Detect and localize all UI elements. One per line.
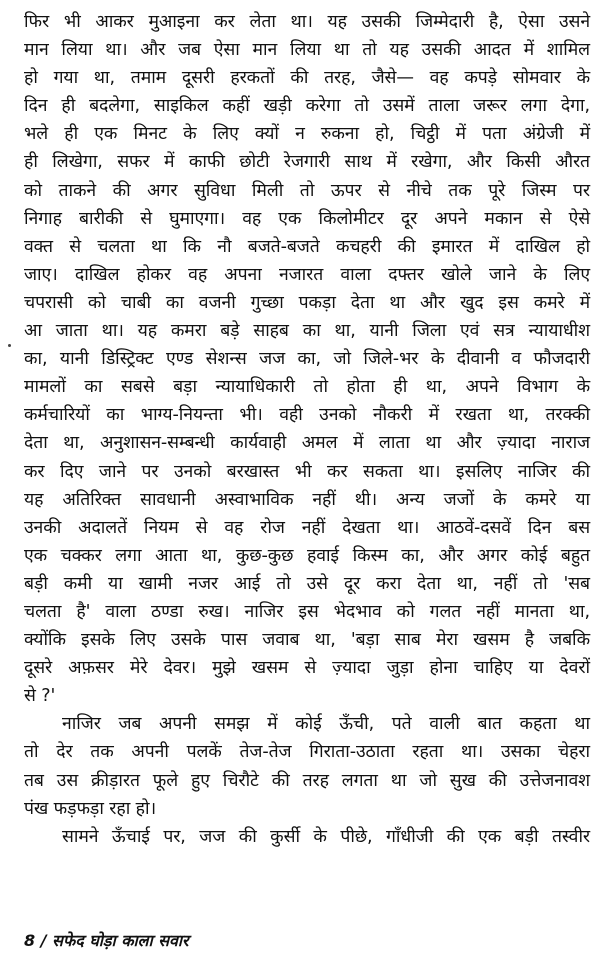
text-line: एक चक्कर लगा आता था, कुछ-कुछ हवाई किस्म का, और अगर कोई बहुत xyxy=(24,545,590,566)
text-line: दूसरे अफ़सर मेरे देवर। मुझे खसम से ज़्यादा जुड़ा होना चाहिए या देवरों xyxy=(24,658,590,679)
text-line: चलता है' वाला ठण्डा रुख। नाजिर इस भेदभाव को गलत नहीं मानता था, xyxy=(24,601,590,622)
text-line: ही लिखेगा, सफर में काफी छोटी रेजगारी साथ में रखेगा, और किसी औरत xyxy=(24,152,590,173)
text-line: को ताकने की अगर सुविधा मिली तो ऊपर से नीचे तक पूरे जिस्म पर xyxy=(24,180,590,201)
text-line: का, यानी डिस्ट्रिक्ट एण्ड सेशन्स जज का, जो जिले-भर के दीवानी व फौजदारी xyxy=(24,349,590,370)
text-line: भले ही एक मिनट के लिए क्यों न रुकना हो, चिट्ठी में पता अंग्रेजी में xyxy=(24,124,590,145)
page-footer: 8 / सफेद घोड़ा काला सवार xyxy=(24,931,189,950)
text-line: हो गया था, तमाम दूसरी हरकतों की तरह, जैसे— वह कपड़े सोमवार के xyxy=(24,68,590,89)
text-line: उनकी अदालतें नियम से वह रोज नहीं देखता था। आठवें-दसवें दिन बस xyxy=(24,517,590,538)
text-line: यह अतिरिक्त सावधानी अस्वाभाविक नहीं थी। अन्य जजों के कमरे या xyxy=(24,489,590,510)
text-line: चपरासी को चाबी का वजनी गुच्छा पकड़ा देता था और खुद इस कमरे में xyxy=(24,292,590,313)
paragraph-first-line: नाजिर जब अपनी समझ में कोई ऊँची, पते वाली बात कहता था xyxy=(62,714,590,735)
margin-mark xyxy=(8,344,11,347)
text-line: तो देर तक अपनी पलकें तेज-तेज गिराता-उठाता रहता था। उसका चेहरा xyxy=(24,742,590,763)
text-line: जाए। दाखिल होकर वह अपना नजारत वाला दफ्तर खोले जाने के लिए xyxy=(24,264,590,285)
text-line: तब उस क्रीड़ारत फूले हुए चिरौटे की तरह लगता था जो सुख की उत्तेजनावश xyxy=(24,770,590,791)
text-line: कर्मचारियों का भाग्य-नियन्ता भी। वही उनको नौकरी में रखता था, तरक्की xyxy=(24,405,590,426)
text-line: मामलों का सबसे बड़ा न्यायाधिकारी तो होता ही था, अपने विभाग के xyxy=(24,377,590,398)
text-line: पंख फड़फड़ा रहा हो। xyxy=(24,798,157,819)
text-line: देता था, अनुशासन-सम्बन्धी कार्यवाही अमल में लाता था और ज़्यादा नाराज xyxy=(24,433,590,454)
text-line: निगाह बारीकी से घुमाएगा। वह एक किलोमीटर दूर अपने मकान से ऐसे xyxy=(24,208,590,229)
text-line: बड़ी कमी या खामी नजर आई तो उसे दूर करा देता था, नहीं तो 'सब xyxy=(24,573,590,594)
text-line: फिर भी आकर मुआइना कर लेता था। यह उसकी जिम्मेदारी है, ऐसा उसने xyxy=(24,12,590,32)
paragraph-first-line: सामने ऊँचाई पर, जज की कुर्सी के पीछे, गाँधीजी की एक बड़ी तस्वीर xyxy=(62,826,590,847)
text-line: कर दिए जाने पर उनको बरखास्त भी कर सकता था। इसलिए नाजिर की xyxy=(24,461,590,482)
text-line: से ?' xyxy=(24,686,56,707)
text-line: वक्त से चलता था कि नौ बजते-बजते कचहरी की इमारत में दाखिल हो xyxy=(24,236,590,257)
text-line: मान लिया था। और जब ऐसा मान लिया था तो यह उसकी आदत में शामिल xyxy=(24,40,590,61)
body-text xyxy=(24,8,590,851)
text-line: क्योंकि इसके लिए उसके पास जवाब था, 'बड़ा साब मेरा खसम है जबकि xyxy=(24,630,590,651)
text-line: दिन ही बदलेगा, साइकिल कहीं खड़ी करेगा तो उसमें ताला जरूर लगा देगा, xyxy=(24,96,590,117)
text-line: आ जाता था। यह कमरा बड़े साहब का था, यानी जिला एवं सत्र न्यायाधीश xyxy=(24,321,590,342)
